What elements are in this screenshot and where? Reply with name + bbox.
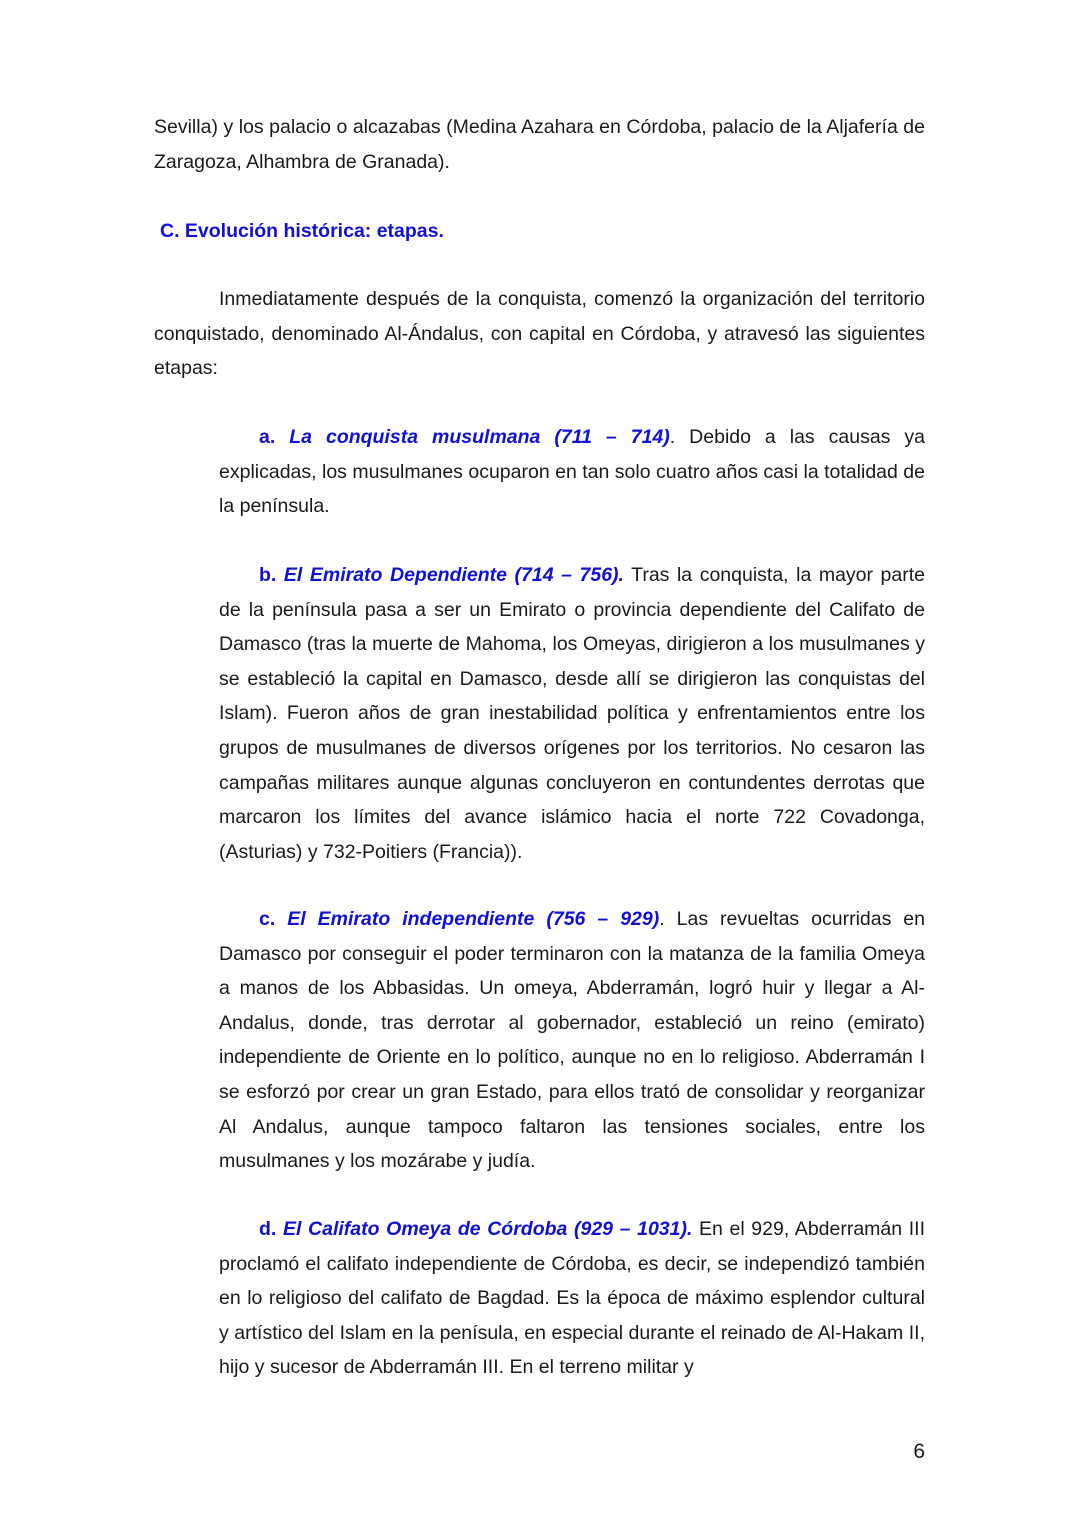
item-text: Tras la conquista, la mayor parte de la península pasa a ser un Emirato o provincia dependiente del Califato de Damasco (tras la muerte de Mahoma, los Omeyas, dirigieron a los musulmanes y se estableció la capital en Damasco, desde allí se dirigieron las conquistas del Islam). Fueron años de gran inestabilidad política y enfrentamientos entre los grupos de musulmanes de diversos orígenes por los territorios. No cesaron las campañas militares aunque algunas concluyeron en contundentes derrotas que marcaron los límites del avance islámico hacia el norte 722 Covadonga, (Asturias) y 732-Poitiers (Francia)).	[219, 564, 926, 863]
item-letter: d.	[259, 1218, 277, 1240]
item-title: El Emirato independiente (756 – 929)	[287, 908, 660, 930]
item-text: En el 929, Abderramán III proclamó el califato independiente de Córdoba, es decir, se independizó también en lo religioso del califato de Bagdad. Es la época de máximo esplendor cultural y artístico del Islam en la penísula, en especial durante el reinado de Al-Hakam II, hijo y sucesor de Abderramán III. En el terreno militar y	[219, 1218, 925, 1379]
list-item-b	[219, 558, 925, 869]
item-text: . Las revueltas ocurridas en Damasco por conseguir el poder terminaron con la matanza de la familia Omeya a manos de los Abbasidas. Un omeya, Abderramán, logró huir y llegar a Al-Andalus, donde, tras derrotar al gobernador, estableció un reino (emirato) independiente de Oriente en lo político, aunque no en lo religioso. Abderramán I se esforzó por crear un gran Estado, para ellos trató de consolidar y reorganizar Al Andalus, aunque tampoco faltaron las tensiones sociales, entre los musulmanes y los mozárabe y judía.	[219, 908, 926, 1173]
section-intro-paragraph: Inmediatamente después de la conquista, comenzó la organización del territorio conquistado, denominado Al-Ándalus, con capital en Córdoba, y atravesó las siguientes etapas:	[154, 288, 925, 380]
list-item-d	[219, 1212, 925, 1385]
intro-fragment-paragraph: Sevilla) y los palacio o alcazabas (Medina Azahara en Córdoba, palacio de la Aljafería de Zaragoza, Alhambra de Granada).	[154, 116, 925, 173]
item-title: El Califato Omeya de Córdoba (929 – 1031).	[282, 1218, 693, 1240]
list-item-a	[219, 420, 925, 524]
item-text: . Debido a las causas ya explicadas, los musulmanes ocuparon en tan solo cuatro años casi la totalidad de la península.	[219, 426, 926, 518]
list-item-c	[219, 902, 925, 1179]
item-title: El Emirato Dependiente (714 – 756).	[283, 564, 624, 586]
page-number: 6	[913, 1440, 925, 1463]
item-letter: c.	[259, 908, 276, 930]
item-letter: a.	[259, 426, 276, 448]
section-heading: C. Evolución histórica: etapas.	[160, 220, 444, 242]
item-title: La conquista musulmana (711 – 714)	[289, 426, 670, 448]
item-letter: b.	[259, 564, 277, 586]
